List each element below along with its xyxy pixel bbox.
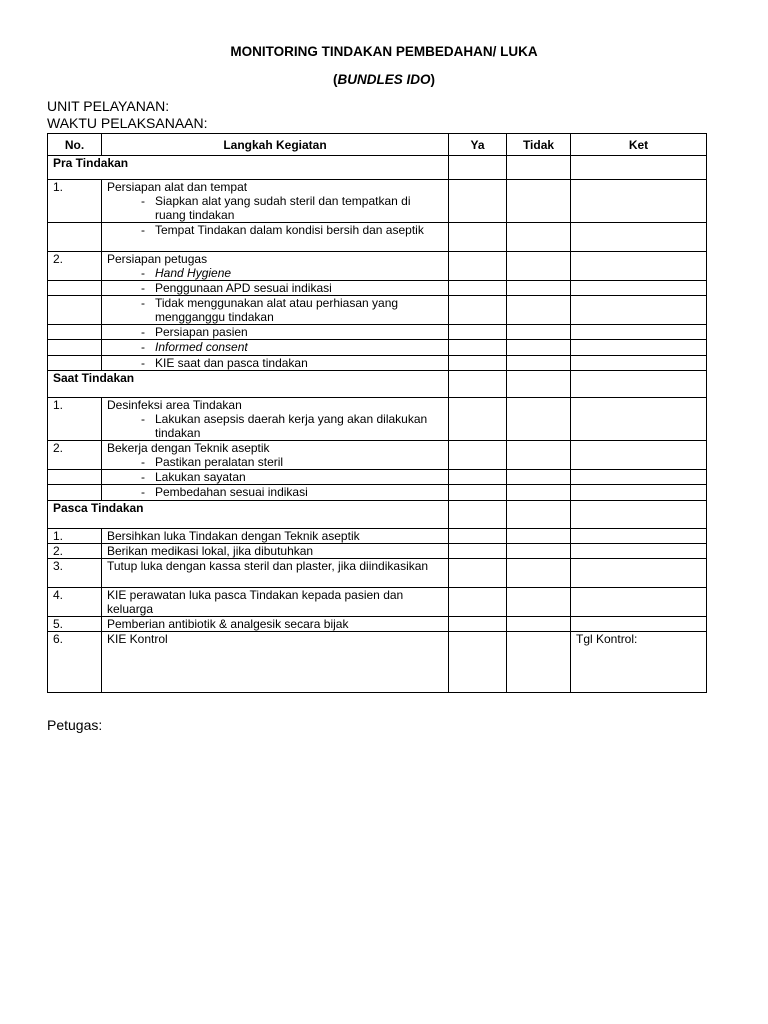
tidak-cell[interactable]	[507, 356, 571, 371]
step-cell: Bersihkan luka Tindakan dengan Teknik aseptik	[102, 529, 449, 544]
table-row	[48, 617, 707, 632]
ya-cell[interactable]	[449, 632, 507, 693]
dash: -	[141, 325, 145, 339]
row-number: 6.	[48, 632, 102, 693]
step-cell: KIE Kontrol	[102, 632, 449, 693]
row-number: 3.	[48, 559, 102, 588]
waktu-pelaksanaan-label: WAKTU PELAKSANAAN:	[47, 115, 208, 131]
ya-cell[interactable]	[449, 325, 507, 340]
row-number	[48, 281, 102, 296]
table-row	[48, 340, 707, 356]
tidak-cell[interactable]	[507, 470, 571, 485]
table-row	[48, 470, 707, 485]
dash: -	[141, 223, 145, 237]
step-cell	[102, 180, 449, 223]
ket-cell[interactable]	[571, 470, 707, 485]
step-cell	[102, 223, 449, 252]
ket-cell[interactable]	[571, 356, 707, 371]
tidak-cell[interactable]	[507, 296, 571, 325]
ya-cell[interactable]	[449, 398, 507, 441]
sub-step	[107, 325, 443, 339]
section-title-saat: Saat Tindakan	[48, 371, 449, 398]
sub-step-text: Penggunaan APD sesuai indikasi	[155, 281, 332, 295]
step-cell	[102, 281, 449, 296]
sub-step	[107, 296, 443, 324]
dash: -	[141, 266, 145, 280]
tidak-cell[interactable]	[507, 544, 571, 559]
tidak-cell[interactable]	[507, 559, 571, 588]
sub-step-text: Tidak menggunakan alat atau perhiasan yang mengganggu tindakan	[155, 296, 399, 324]
table-row	[48, 588, 707, 617]
row-number: 5.	[48, 617, 102, 632]
ya-cell[interactable]	[449, 588, 507, 617]
sub-step	[107, 340, 443, 354]
step-cell	[102, 252, 449, 281]
sub-step-text: Siapkan alat yang sudah steril dan tempatkan di ruang tindakan	[155, 194, 411, 222]
row-number	[48, 356, 102, 371]
sub-step	[107, 485, 443, 499]
monitoring-table	[47, 133, 707, 693]
step-cell	[102, 296, 449, 325]
ya-cell[interactable]	[449, 296, 507, 325]
col-header-tidak: Tidak	[507, 134, 571, 156]
step-cell: Berikan medikasi lokal, jika dibutuhkan	[102, 544, 449, 559]
step-text: Persiapan petugas	[107, 252, 208, 266]
step-cell	[102, 470, 449, 485]
ya-cell[interactable]	[449, 180, 507, 223]
step-text: Desinfeksi area Tindakan	[107, 398, 242, 412]
sub-step	[107, 412, 443, 440]
ya-cell[interactable]	[449, 340, 507, 356]
ya-cell[interactable]	[449, 356, 507, 371]
table-row	[48, 559, 707, 588]
ket-cell[interactable]	[571, 325, 707, 340]
ket-cell[interactable]	[571, 501, 707, 529]
row-number	[48, 470, 102, 485]
row-number	[48, 325, 102, 340]
ya-cell[interactable]	[449, 617, 507, 632]
sub-step-text: Persiapan pasien	[155, 325, 248, 339]
tidak-cell[interactable]	[507, 180, 571, 223]
tidak-cell[interactable]	[507, 223, 571, 252]
step-cell	[102, 340, 449, 356]
col-header-ya: Ya	[449, 134, 507, 156]
table-header-row	[48, 134, 707, 156]
dash: -	[141, 281, 145, 295]
row-number: 2.	[48, 544, 102, 559]
ya-cell[interactable]	[449, 501, 507, 529]
section-row-pra	[48, 156, 707, 180]
sub-step	[107, 223, 443, 237]
dash: -	[141, 470, 145, 484]
ket-cell[interactable]	[571, 252, 707, 281]
table-row	[48, 485, 707, 501]
sub-step-text: Lakukan sayatan	[155, 470, 246, 484]
step-text: Bekerja dengan Teknik aseptik	[107, 441, 270, 455]
row-number: 2.	[48, 252, 102, 281]
ket-cell[interactable]	[571, 180, 707, 223]
ket-cell[interactable]	[571, 529, 707, 544]
row-number	[48, 223, 102, 252]
document-subtitle	[0, 72, 768, 87]
subtitle-open-paren: (	[332, 72, 338, 87]
row-number: 2.	[48, 441, 102, 470]
ket-cell[interactable]	[571, 588, 707, 617]
dash: -	[141, 194, 145, 208]
ya-cell[interactable]	[449, 252, 507, 281]
ya-cell[interactable]	[449, 156, 507, 180]
step-text: Persiapan alat dan tempat	[107, 180, 248, 194]
tidak-cell[interactable]	[507, 325, 571, 340]
ya-cell[interactable]	[449, 485, 507, 501]
row-number: 1.	[48, 180, 102, 223]
table-row	[48, 252, 707, 281]
table-row	[48, 325, 707, 340]
ket-cell[interactable]	[571, 544, 707, 559]
unit-pelayanan-label: UNIT PELAYANAN:	[47, 98, 170, 114]
sub-step	[107, 470, 443, 484]
dash: -	[141, 485, 145, 499]
ya-cell[interactable]	[449, 470, 507, 485]
table-row	[48, 223, 707, 252]
row-number: 1.	[48, 398, 102, 441]
section-title-pra: Pra Tindakan	[48, 156, 449, 180]
section-row-pasca	[48, 501, 707, 529]
sub-step-text: Lakukan asepsis daerah kerja yang akan dilakukan tindakan	[155, 412, 428, 440]
ket-cell[interactable]	[571, 441, 707, 470]
table-row	[48, 296, 707, 325]
table-row	[48, 544, 707, 559]
row-number	[48, 485, 102, 501]
dash: -	[141, 340, 145, 354]
sub-step	[107, 266, 443, 280]
ya-cell[interactable]	[449, 223, 507, 252]
ya-cell[interactable]	[449, 371, 507, 398]
sub-step	[107, 356, 443, 370]
ya-cell[interactable]	[449, 529, 507, 544]
section-row-saat	[48, 371, 707, 398]
dash: -	[141, 296, 145, 310]
ket-cell[interactable]	[571, 398, 707, 441]
tidak-cell[interactable]	[507, 252, 571, 281]
ya-cell[interactable]	[449, 559, 507, 588]
table-row	[48, 180, 707, 223]
subtitle-bundles-ido: BUNDLES IDO	[337, 72, 431, 87]
tidak-cell[interactable]	[507, 441, 571, 470]
sub-step-text: Pastikan peralatan steril	[155, 455, 284, 469]
tidak-cell[interactable]	[507, 501, 571, 529]
table-row	[48, 529, 707, 544]
table-row	[48, 356, 707, 371]
table-row	[48, 398, 707, 441]
dash: -	[141, 455, 145, 469]
dash: -	[141, 356, 145, 370]
tidak-cell[interactable]	[507, 371, 571, 398]
sub-step-text: KIE saat dan pasca tindakan	[155, 356, 308, 370]
sub-step-text: Hand Hygiene	[155, 266, 232, 280]
ket-cell[interactable]	[571, 296, 707, 325]
row-number	[48, 296, 102, 325]
step-cell	[102, 356, 449, 371]
tidak-cell[interactable]	[507, 156, 571, 180]
ket-cell[interactable]	[571, 281, 707, 296]
tidak-cell[interactable]	[507, 632, 571, 693]
ket-cell[interactable]	[571, 340, 707, 356]
sub-step	[107, 281, 443, 295]
ya-cell[interactable]	[449, 441, 507, 470]
tgl-kontrol-cell[interactable]: Tgl Kontrol:	[571, 632, 707, 693]
ket-cell[interactable]	[571, 617, 707, 632]
row-number	[48, 340, 102, 356]
section-title-pasca: Pasca Tindakan	[48, 501, 449, 529]
document-title: MONITORING TINDAKAN PEMBEDAHAN/ LUKA	[230, 44, 538, 59]
ya-cell[interactable]	[449, 281, 507, 296]
sub-step-text: Tempat Tindakan dalam kondisi bersih dan aseptik	[155, 223, 424, 237]
ket-cell[interactable]	[571, 156, 707, 180]
tidak-cell[interactable]	[507, 340, 571, 356]
ket-cell[interactable]	[571, 371, 707, 398]
subtitle-close-paren: )	[430, 72, 435, 87]
sub-step	[107, 455, 443, 469]
col-header-ket: Ket	[571, 134, 707, 156]
step-cell	[102, 325, 449, 340]
tidak-cell[interactable]	[507, 617, 571, 632]
ket-cell[interactable]	[571, 485, 707, 501]
tidak-cell[interactable]	[507, 398, 571, 441]
step-cell	[102, 398, 449, 441]
step-cell	[102, 441, 449, 470]
table-row	[48, 441, 707, 470]
tidak-cell[interactable]	[507, 485, 571, 501]
tidak-cell[interactable]	[507, 588, 571, 617]
col-header-langkah: Langkah Kegiatan	[102, 134, 449, 156]
table-row	[48, 281, 707, 296]
tidak-cell[interactable]	[507, 281, 571, 296]
ket-cell[interactable]	[571, 223, 707, 252]
row-number: 4.	[48, 588, 102, 617]
sub-step-text: Informed consent	[155, 340, 248, 354]
step-cell: Pemberian antibiotik & analgesik secara bijak	[102, 617, 449, 632]
col-header-no: No.	[48, 134, 102, 156]
tidak-cell[interactable]	[507, 529, 571, 544]
sub-step-text: Pembedahan sesuai indikasi	[155, 485, 308, 499]
step-cell: Tutup luka dengan kassa steril dan plaster, jika diindikasikan	[102, 559, 449, 588]
step-cell: KIE perawatan luka pasca Tindakan kepada pasien dan keluarga	[102, 588, 449, 617]
ket-cell[interactable]	[571, 559, 707, 588]
petugas-label: Petugas:	[47, 717, 103, 733]
step-cell	[102, 485, 449, 501]
ya-cell[interactable]	[449, 544, 507, 559]
table-row	[48, 632, 707, 693]
sub-step	[107, 194, 443, 222]
dash: -	[141, 412, 145, 426]
row-number: 1.	[48, 529, 102, 544]
